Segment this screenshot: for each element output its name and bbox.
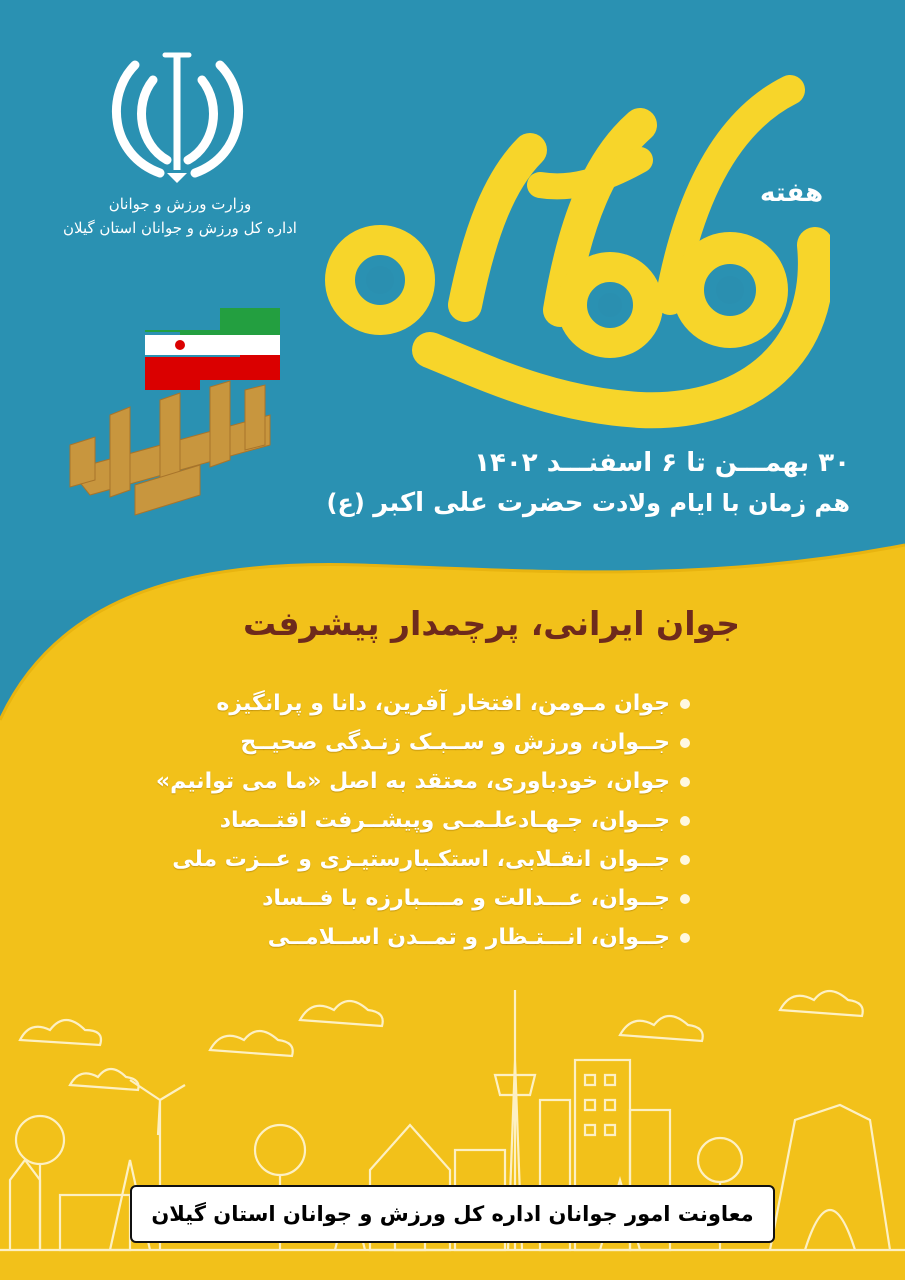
list-item xyxy=(220,801,690,840)
title-big-lettering xyxy=(310,70,830,430)
headline: جوان ایرانی، پرچمدار پیشرفت xyxy=(243,604,740,643)
occasion-suffix: (ع) xyxy=(326,489,365,517)
footer-text: معاونت امور جوانان اداره کل ورزش و جوانان استان گیلان xyxy=(151,1202,754,1226)
list-item xyxy=(155,762,690,801)
ministry-name xyxy=(40,192,320,240)
bullet-icon xyxy=(680,894,690,904)
list-item xyxy=(220,723,690,762)
slogan-list xyxy=(155,684,690,957)
list-item xyxy=(216,684,690,723)
iran-emblem-icon xyxy=(105,45,250,185)
list-item-text: جــوان انقـلابی، استکـبارستیـزی و عــزت ملی xyxy=(172,847,670,872)
date-range: ۳۰ بهمـــن تا ۶ اسفنـــد ۱۴۰۲ xyxy=(474,448,850,478)
list-item xyxy=(220,879,690,918)
bullet-icon xyxy=(680,933,690,943)
list-item xyxy=(220,918,690,957)
bullet-icon xyxy=(680,816,690,826)
list-item-text: جوان مـومن، افتخار آفرین، دانا و پرانگیزه xyxy=(216,691,670,716)
parchamdar-flag-logo xyxy=(50,295,290,535)
list-item xyxy=(172,840,690,879)
title-small: هفته xyxy=(760,178,824,208)
event-dates xyxy=(300,446,850,520)
list-item-text: جــوان، جـهـادعلـمـی وپیشــرفت اقتــصاد xyxy=(219,808,670,833)
bullet-icon xyxy=(680,777,690,787)
list-item-text: جــوان، انـــتـظار و تمــدن اســلامــی xyxy=(267,925,670,950)
bullet-icon xyxy=(680,738,690,748)
occasion-prefix: هم زمان با ایام ولادت xyxy=(591,489,850,517)
footer-banner xyxy=(130,1185,775,1243)
occasion-name: حضرت علی اکبر xyxy=(373,488,584,518)
list-item-text: جوان، خودباوری، معتقد به اصل «ما می توانیم» xyxy=(155,769,670,794)
bullet-icon xyxy=(680,699,690,709)
list-item-text: جــوان، ورزش و ســبـک زنـدگی صحیــح xyxy=(240,730,670,755)
occasion-line xyxy=(300,486,850,520)
list-item-text: جــوان، عـــدالت و مــــبارزه با فــساد xyxy=(262,886,670,911)
ministry-line-1: وزارت ورزش و جوانان xyxy=(108,195,252,213)
bullet-icon xyxy=(680,855,690,865)
ministry-line-2: اداره کل ورزش و جوانان استان گیلان xyxy=(63,219,297,237)
